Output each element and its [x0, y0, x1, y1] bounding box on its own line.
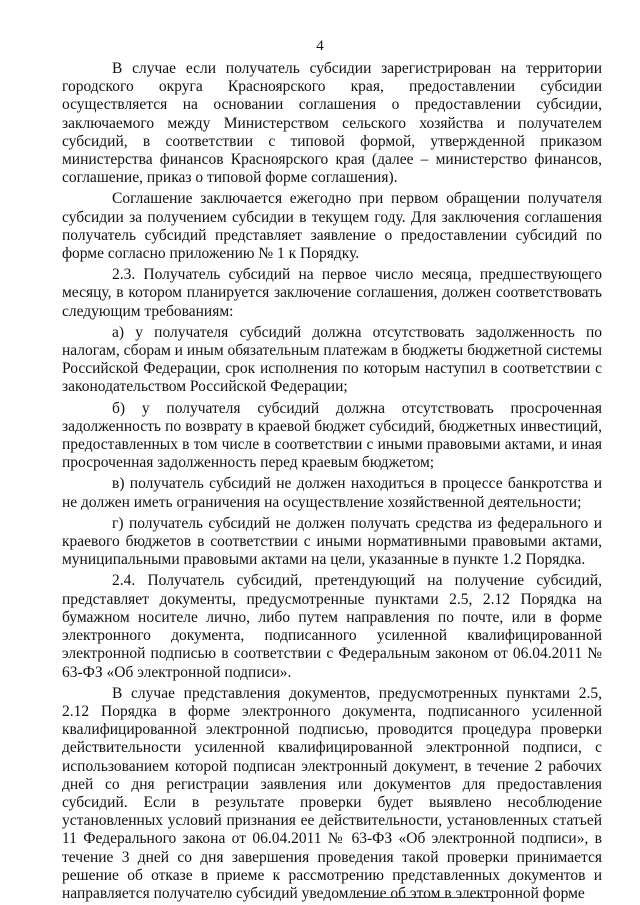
page-bottom-rule: [352, 897, 492, 898]
document-body: [62, 60, 602, 903]
paragraph-requirement-g: г) получатель субсидий не должен получать средства из федерального и краевого бюджетов в соответствии с иными нормативными правовыми актами, муниципальными правовыми актами на цели, указанные в пункте 1.2 Порядка.: [62, 514, 602, 569]
paragraph-electronic-docs: В случае представления документов, предусмотренных пунктами 2.5, 2.12 Порядка в форме электронного документа, подписанного усиленной квалифицированной электронной подписью, проводится процедура проверки действительности усиленной квалифицированной электронной подписи, с использованием которой подписан электронный документ, в течение 2 рабочих дней со дня регистрации заявления или документов для предоставления субсидий. Если в результате проверки будет выявлено несоблюдение установленных условий признания ее действительности, установленных статьей 11 Федерального закона от 06.04.2011 № 63-ФЗ «Об электронной подписи», в течение 3 дней со дня завершения проведения такой проверки принимается решение об отказе в приеме к рассмотрению представленных документов и направляется получателю субсидий уведомление об этом в электронной форме: [62, 684, 602, 902]
paragraph-2-4: 2.4. Получатель субсидий, претендующий на получение субсидий, представляет документы, предусмотренные пунктами 2.5, 2.12 Порядка на бумажном носителе лично, либо путем направления по почте, или в форме электронного документа, подписанного усиленной квалифицированной электронной подписью в соответствии с Федеральным законом от 06.04.2011 № 63-ФЗ «Об электронной подписи».: [62, 572, 602, 681]
paragraph-2-3: 2.3. Получатель субсидий на первое число месяца, предшествующего месяцу, в котором планируется заключение соглашения, должен соответствовать следующим требованиям:: [62, 266, 602, 320]
paragraph-agreement: Соглашение заключается ежегодно при первом обращении получателя субсидии за получением субсидии в текущем году. Для заключения соглашения получатель субсидий представляет заявление о предоставлении субсидий по форме согласно приложению № 1 к Порядку.: [62, 190, 602, 263]
paragraph-registration: В случае если получатель субсидии зарегистрирован на территории городского округа Красноярского края, предоставлении субсидии осуществляется на основании соглашения о предоставлении субсидии, заключаемого между Министерством сельского хозяйства и получателем субсидий, в соответствии с типовой формой, утвержденной приказом министерства финансов Красноярского края (далее – министерство финансов, соглашение, приказ о типовой форме соглашения).: [62, 60, 602, 187]
page-number: 4: [316, 38, 324, 54]
paragraph-requirement-v: в) получатель субсидий не должен находиться в процессе банкротства и не должен иметь ограничения на осуществление хозяйственной деятельности;: [62, 475, 602, 511]
paragraph-requirement-a: а) у получателя субсидий должна отсутствовать задолженность по налогам, сборам и иным обязательным платежам в бюджеты бюджетной системы Российской Федерации, срок исполнения по которым наступил в соответствии с законодательством Российской Федерации;: [62, 323, 602, 396]
paragraph-requirement-b: б) у получателя субсидий должна отсутствовать просроченная задолженность по возврату в краевой бюджет субсидий, бюджетных инвестиций, предоставленных в том числе в соответствии с иными правовыми актами, и иная просроченная задолженность перед краевым бюджетом;: [62, 399, 602, 472]
